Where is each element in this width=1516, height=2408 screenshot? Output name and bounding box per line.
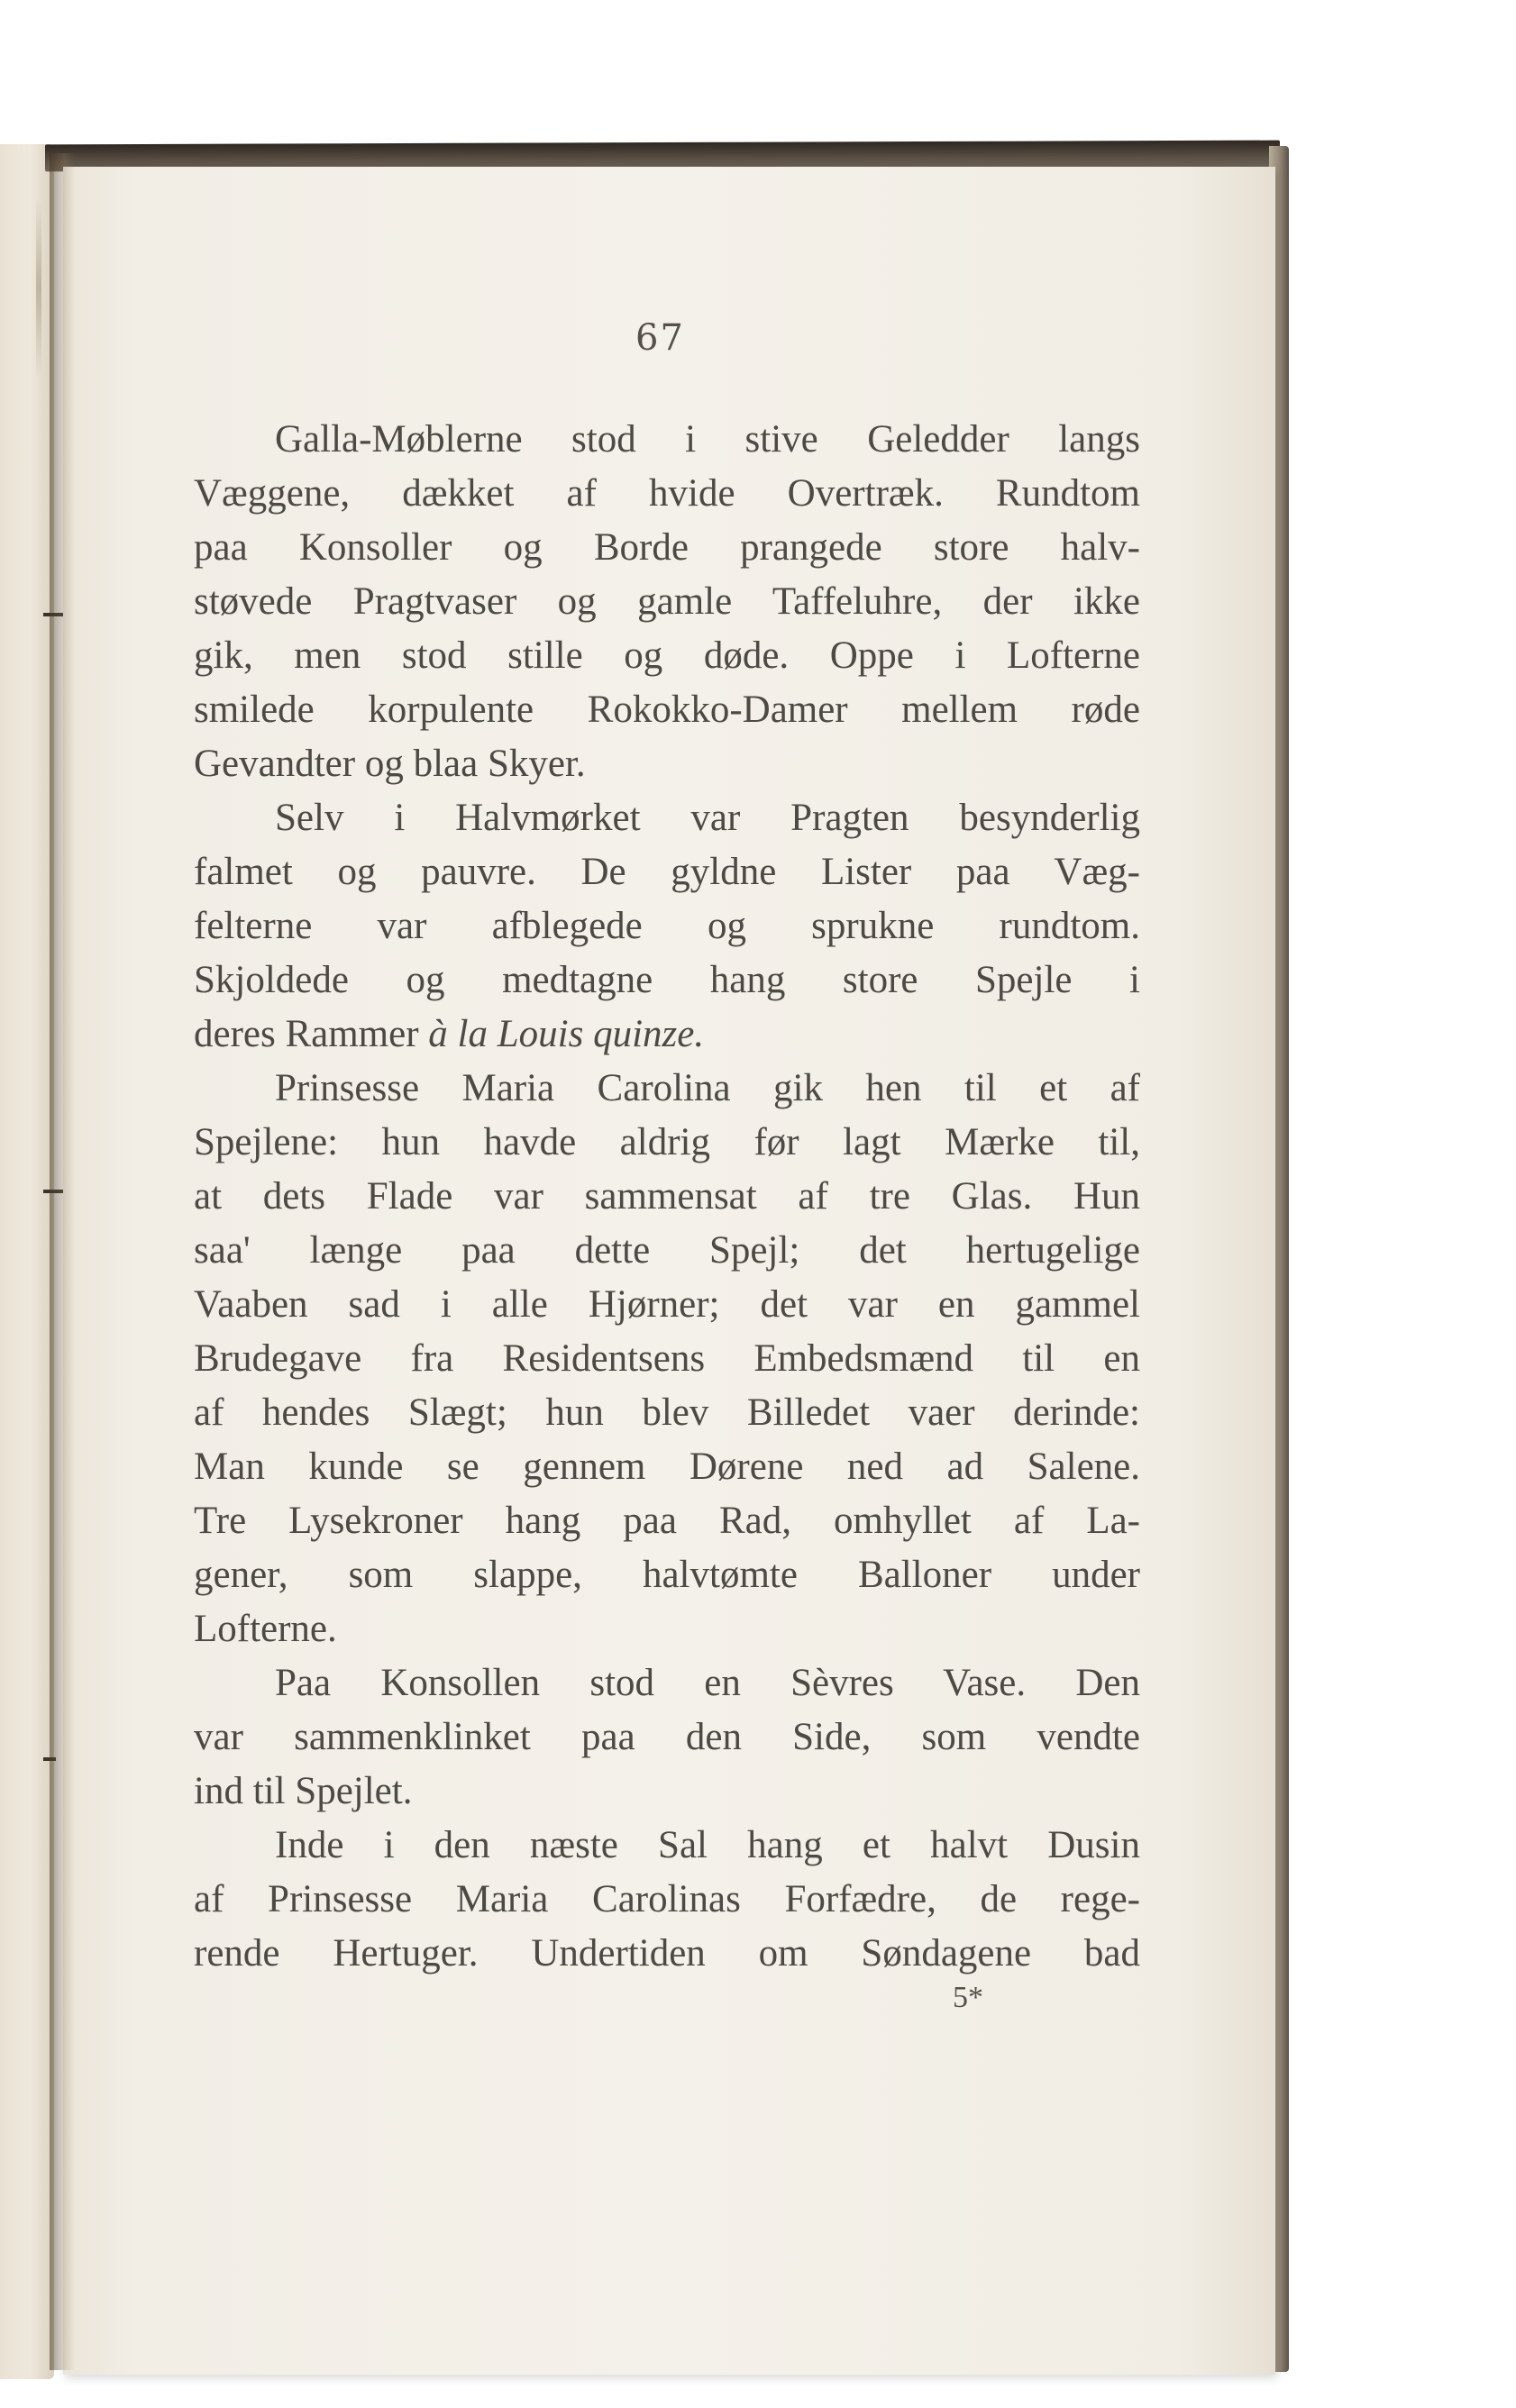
text-line: Prinsesse Maria Carolina gik hen til et af	[275, 1067, 1140, 1109]
text-line: af hendes Slægt; hun blev Billedet vaer derinde:	[194, 1391, 1140, 1434]
text-line: paa Konsoller og Borde prangede store halv-	[194, 526, 1140, 569]
text-line: Væggene, dækket af hvide Overtræk. Rundtom	[194, 472, 1140, 515]
page-number: 67	[635, 317, 685, 359]
text-line: Spejlene: hun havde aldrig før lagt Mærke til,	[194, 1121, 1140, 1163]
text-line: Man kunde se gennem Dørene ned ad Salene.	[194, 1446, 1140, 1488]
signature-mark: 5*	[953, 1981, 983, 2014]
text-line: af Prinsesse Maria Carolinas Forfædre, de rege-	[194, 1878, 1140, 1920]
text-line: Galla-Møblerne stod i stive Geledder langs	[275, 418, 1140, 461]
text-line: gener, som slappe, halvtømte Balloner under	[194, 1554, 1140, 1596]
text-line: felterne var afblegede og sprukne rundtom.	[194, 905, 1140, 947]
text-fragment: deres Rammer	[194, 1013, 429, 1055]
text-line: ind til Spejlet.	[194, 1770, 413, 1812]
text-line: Lofterne.	[194, 1608, 337, 1650]
text-line: Brudegave fra Residentsens Embedsmænd til en	[194, 1337, 1140, 1380]
text-line: Gevandter og blaa Skyer.	[194, 743, 586, 785]
page-text	[194, 413, 1140, 1981]
gutter-shadow	[50, 153, 75, 2370]
text-line	[194, 1008, 1140, 1062]
text-line: smilede korpulente Rokokko-Damer mellem røde	[194, 689, 1140, 731]
text-line: gik, men stod stille og døde. Oppe i Lofterne	[194, 634, 1140, 677]
previous-page-edge	[0, 144, 54, 2379]
text-line: Selv i Halvmørket var Pragten besynderlig	[275, 797, 1140, 839]
text-line: Tre Lysekroner hang paa Rad, omhyllet af La-	[194, 1500, 1140, 1542]
text-line: Vaaben sad i alle Hjørner; det var en gammel	[194, 1283, 1140, 1326]
text-line: støvede Pragtvaser og gamle Taffeluhre, der ikke	[194, 580, 1140, 623]
text-line: var sammenklinket paa den Side, som vendte	[194, 1716, 1140, 1758]
italic-phrase: à la Louis quinze.	[428, 1013, 705, 1055]
text-line: falmet og pauvre. De gyldne Lister paa Væg-	[194, 851, 1140, 893]
page-stain	[36, 198, 41, 379]
text-line: rende Hertuger. Undertiden om Søndagene bad	[194, 1932, 1140, 1975]
text-line: Paa Konsollen stod en Sèvres Vase. Den	[275, 1662, 1140, 1704]
text-line: Skjoldede og medtagne hang store Spejle i	[194, 959, 1140, 1001]
text-line: Inde i den næste Sal hang et halvt Dusin	[275, 1824, 1140, 1866]
text-line: saa' længe paa dette Spejl; det hertugelige	[194, 1229, 1140, 1272]
text-line: at dets Flade var sammensat af tre Glas. Hun	[194, 1175, 1140, 1218]
